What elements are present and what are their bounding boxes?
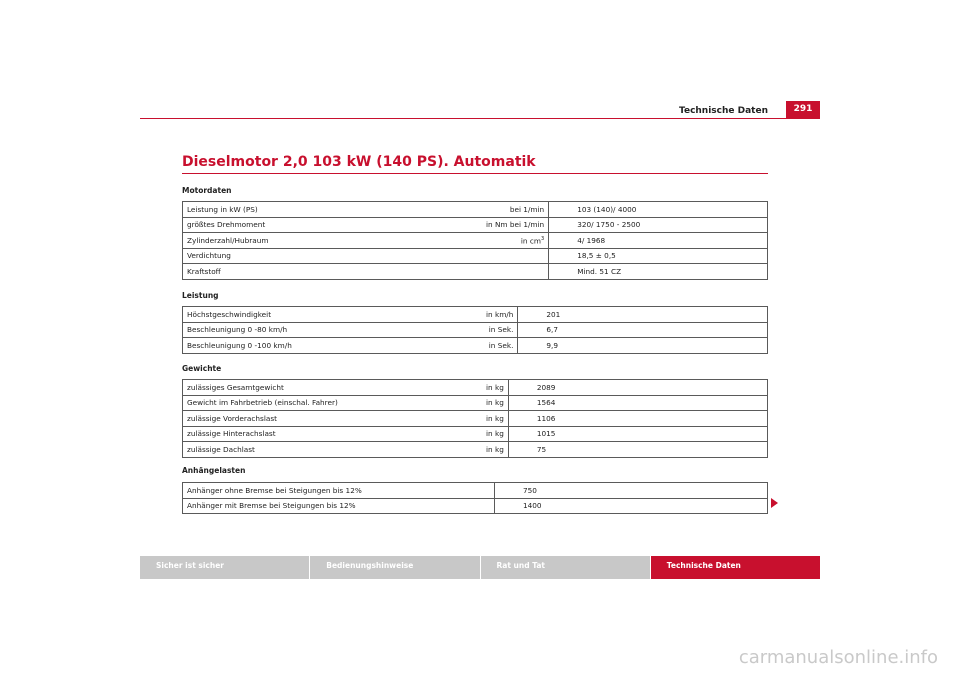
row-value: 6,7: [518, 322, 768, 338]
row-label: Kraftstoff: [183, 264, 483, 280]
row-unit: [482, 233, 549, 249]
row-value: 1400: [495, 498, 768, 514]
footer-tab-technische-daten[interactable]: Technische Daten: [651, 556, 820, 579]
table-row: [183, 217, 768, 233]
row-unit: [482, 264, 549, 280]
footer-tab-bedienungshinweise[interactable]: Bedienungshinweise: [310, 556, 479, 579]
table-row: [183, 264, 768, 280]
row-unit: in km/h: [482, 307, 518, 323]
row-value: 320/ 1750 - 2500: [549, 217, 768, 233]
table-row: [183, 395, 768, 411]
row-unit: in Sek.: [482, 338, 518, 354]
row-value: 1564: [508, 395, 767, 411]
watermark: carmanualsonline.info: [738, 647, 938, 668]
row-value: 1015: [508, 426, 767, 442]
table-row: [183, 483, 768, 499]
footer-tab-sicher-ist-sicher[interactable]: Sicher ist sicher: [140, 556, 309, 579]
row-unit-superscript: 3: [541, 235, 545, 242]
row-value: 18,5 ± 0,5: [549, 248, 768, 264]
row-label: größtes Drehmoment: [183, 217, 483, 233]
row-label: Beschleunigung 0 -80 km/h: [183, 322, 483, 338]
row-value: 75: [508, 442, 767, 458]
row-unit: bei 1/min: [482, 202, 549, 218]
table-row: [183, 380, 768, 396]
title-rule: [182, 173, 768, 174]
page-number-badge: 291: [786, 101, 820, 118]
table-row: [183, 322, 768, 338]
arrow-right-icon[interactable]: [771, 498, 778, 508]
row-value: 103 (140)/ 4000: [549, 202, 768, 218]
row-unit: in kg: [482, 411, 508, 427]
row-value: 9,9: [518, 338, 768, 354]
row-label: zulässige Dachlast: [183, 442, 483, 458]
row-label: zulässige Vorderachslast: [183, 411, 483, 427]
row-value: 4/ 1968: [549, 233, 768, 249]
row-label: Gewicht im Fahrbetrieb (einschal. Fahrer): [183, 395, 483, 411]
table-anhaengelasten: [182, 482, 768, 514]
row-label: Anhänger ohne Bremse bei Steigungen bis 12%: [183, 483, 495, 499]
table-gewichte: [182, 379, 768, 458]
row-unit: in Sek.: [482, 322, 518, 338]
row-value: 1106: [508, 411, 767, 427]
row-label: Beschleunigung 0 -100 km/h: [183, 338, 483, 354]
row-unit: in kg: [482, 395, 508, 411]
table-row: [183, 426, 768, 442]
section-heading-leistung: Leistung: [182, 291, 219, 300]
row-label: Leistung in kW (PS): [183, 202, 483, 218]
row-unit-text: in cm: [520, 235, 541, 245]
table-row: [183, 411, 768, 427]
row-label: Verdichtung: [183, 248, 483, 264]
row-value: 201: [518, 307, 768, 323]
table-row: [183, 202, 768, 218]
row-label: zulässiges Gesamtgewicht: [183, 380, 483, 396]
table-leistung: [182, 306, 768, 354]
row-label: Höchstgeschwindigkeit: [183, 307, 483, 323]
row-unit: in kg: [482, 426, 508, 442]
table-row: [183, 233, 768, 249]
page-title: Dieselmotor 2,0 103 kW (140 PS). Automatik: [182, 154, 536, 170]
section-heading-motordaten: Motordaten: [182, 186, 232, 195]
header-rule: [140, 118, 820, 119]
table-motordaten: [182, 201, 768, 280]
footer-nav: [140, 556, 820, 579]
row-value: 750: [495, 483, 768, 499]
header-section-title: Technische Daten: [679, 106, 768, 116]
row-unit: in Nm bei 1/min: [482, 217, 549, 233]
row-label: zulässige Hinterachslast: [183, 426, 483, 442]
row-label: Anhänger mit Bremse bei Steigungen bis 12%: [183, 498, 495, 514]
table-row: [183, 338, 768, 354]
table-row: [183, 248, 768, 264]
footer-tab-rat-und-tat[interactable]: Rat und Tat: [481, 556, 650, 579]
row-unit: [482, 248, 549, 264]
row-unit: in kg: [482, 380, 508, 396]
table-row: [183, 442, 768, 458]
row-unit: in kg: [482, 442, 508, 458]
table-row: [183, 498, 768, 514]
table-row: [183, 307, 768, 323]
row-value: Mind. 51 CZ: [549, 264, 768, 280]
row-value: 2089: [508, 380, 767, 396]
row-label: Zylinderzahl/Hubraum: [183, 233, 483, 249]
section-heading-gewichte: Gewichte: [182, 364, 222, 373]
section-heading-anhaengelasten: Anhängelasten: [182, 466, 246, 475]
